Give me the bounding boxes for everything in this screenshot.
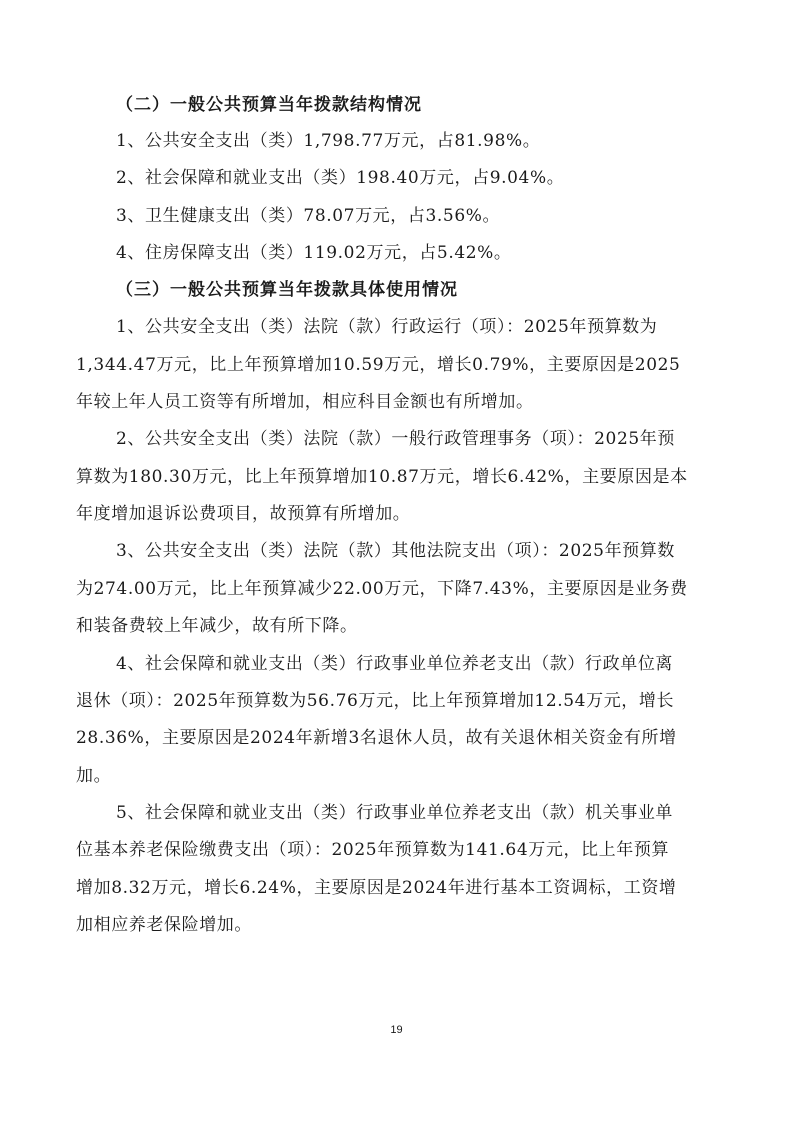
paragraph-line: 3、公共安全支出（类）法院（款）其他法院支出（项）：2025年预算数 (116, 541, 675, 561)
paragraph-line: 为274.00万元，比上年预算减少22.00万元，下降7.43%，主要原因是业务费 (76, 579, 688, 599)
paragraph-line: 年度增加退诉讼费项目，故预算有所增加。 (76, 504, 411, 524)
paragraph-line: 5、社会保障和就业支出（类）行政事业单位养老支出（款）机关事业单 (116, 803, 674, 823)
paragraph-line: 2、公共安全支出（类）法院（款）一般行政管理事务（项）：2025年预 (116, 429, 675, 449)
section-3-heading: （三）一般公共预算当年拨款具体使用情况 (116, 280, 458, 300)
page-number: 19 (390, 1024, 403, 1036)
paragraph-line: 4、社会保障和就业支出（类）行政事业单位养老支出（款）行政单位离 (116, 654, 674, 674)
section-2-item-3: 3、卫生健康支出（类）78.07万元，占3.56%。 (116, 206, 501, 226)
paragraph-line: 1、公共安全支出（类）法院（款）行政运行（项）：2025年预算数为 (116, 317, 658, 337)
paragraph-line: 加相应养老保险增加。 (76, 915, 252, 935)
section-2-heading: （二）一般公共预算当年拨款结构情况 (116, 95, 422, 115)
paragraph-line: 1,344.47万元，比上年预算增加10.59万元，增长0.79%，主要原因是2025 (76, 355, 681, 375)
section-2-item-1: 1、公共安全支出（类）1,798.77万元，占81.98%。 (116, 131, 541, 151)
paragraph-line: 位基本养老保险缴费支出（项）：2025年预算数为141.64万元，比上年预算 (76, 840, 670, 860)
section-2-item-4: 4、住房保障支出（类）119.02万元，占5.42%。 (116, 243, 512, 263)
paragraph-line: 增加8.32万元，增长6.24%，主要原因是2024年进行基本工资调标，工资增 (76, 878, 677, 898)
section-2-item-2: 2、社会保障和就业支出（类）198.40万元，占9.04%。 (116, 168, 565, 188)
paragraph-line: 28.36%，主要原因是2024年新增3名退休人员，故有关退休相关资金有所增 (76, 728, 677, 748)
paragraph-line: 算数为180.30万元，比上年预算增加10.87万元，增长6.42%，主要原因是本 (76, 467, 688, 487)
paragraph-line: 退休（项）：2025年预算数为56.76万元，比上年预算增加12.54万元，增长 (76, 691, 675, 711)
paragraph-line: 和装备费较上年减少，故有所下降。 (76, 616, 358, 636)
paragraph-line: 年较上年人员工资等有所增加，相应科目金额也有所增加。 (76, 392, 534, 412)
paragraph-line: 加。 (76, 766, 112, 786)
